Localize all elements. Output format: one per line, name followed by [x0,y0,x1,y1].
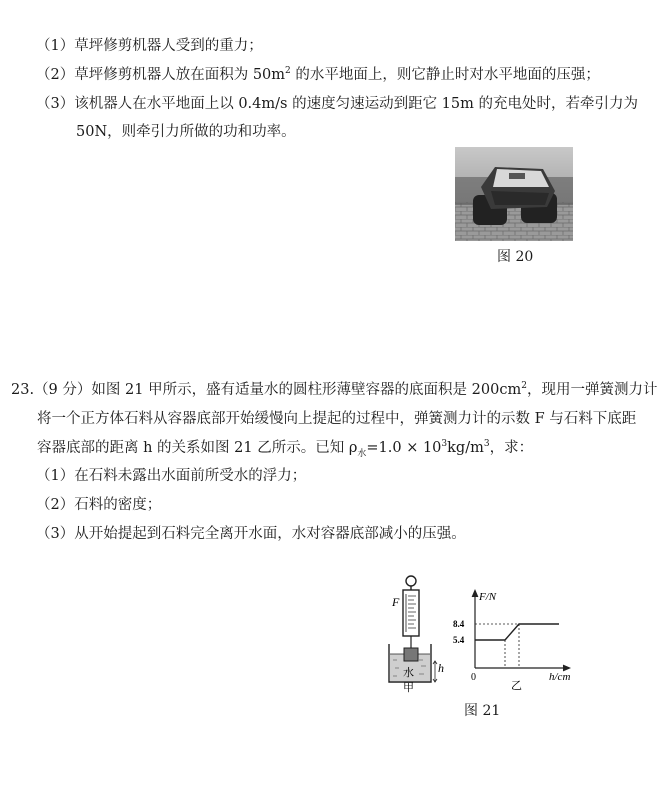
figure-21-caption: 图 21 [464,703,501,719]
q23-sub1: （1）在石料未露出水面前所受水的浮力； [36,468,307,484]
x-axis-label: h/cm [549,671,571,683]
q22-sub1: （1）草坪修剪机器人受到的重力； [36,38,263,54]
y-tick-5-4: 5.4 [453,635,465,645]
robot-mower-photo [455,147,573,241]
height-label-h: h [438,661,444,675]
q22-sub2: （2）草坪修剪机器人放在面积为 $50m^2$ 的水平地面上，则它静止时对水平地面的压强； [36,66,600,83]
q23-line1: 23.（9 分）如图 21 甲所示，盛有适量水的圆柱形薄壁容器的底面积是 $200cm^2$，现用一弹簧测力计 [11,381,657,398]
y-axis-label: F/N [479,591,497,603]
force-label-f: F [392,595,400,609]
figure-20-caption: 图 20 [497,249,534,265]
water-label: 水 [403,667,414,679]
q23-line2: 将一个正方体石料从容器底部开始缓慢向上提起的过程中，弹簧测力计的示数 F 与石料下底距 [37,411,637,427]
q23-sub3: （3）从开始提起到石料完全离开水面，水对容器底部减小的压强。 [36,526,466,542]
yi-label: 乙 [511,680,522,692]
q23-sub2: （2）石料的密度； [36,497,162,513]
y-tick-8-4: 8.4 [453,619,465,629]
q22-sub3-line2: 50N，则牵引力所做的功和功率。 [76,124,296,140]
q22-sub3-line1: （3）该机器人在水平地面上以 0.4m/s 的速度匀速运动到距它 15m 的充电处时，若牵引力为 [36,96,638,112]
figure-21 [383,572,583,696]
q23-line3: 容器底部的距离 h 的关系如图 21 乙所示。已知 $\rho_水=1.0 \times 10^3kg/m^3$，求： [37,439,534,459]
f-h-curve [475,624,559,640]
jia-label: 甲 [403,682,414,694]
origin-label: 0 [471,672,476,683]
